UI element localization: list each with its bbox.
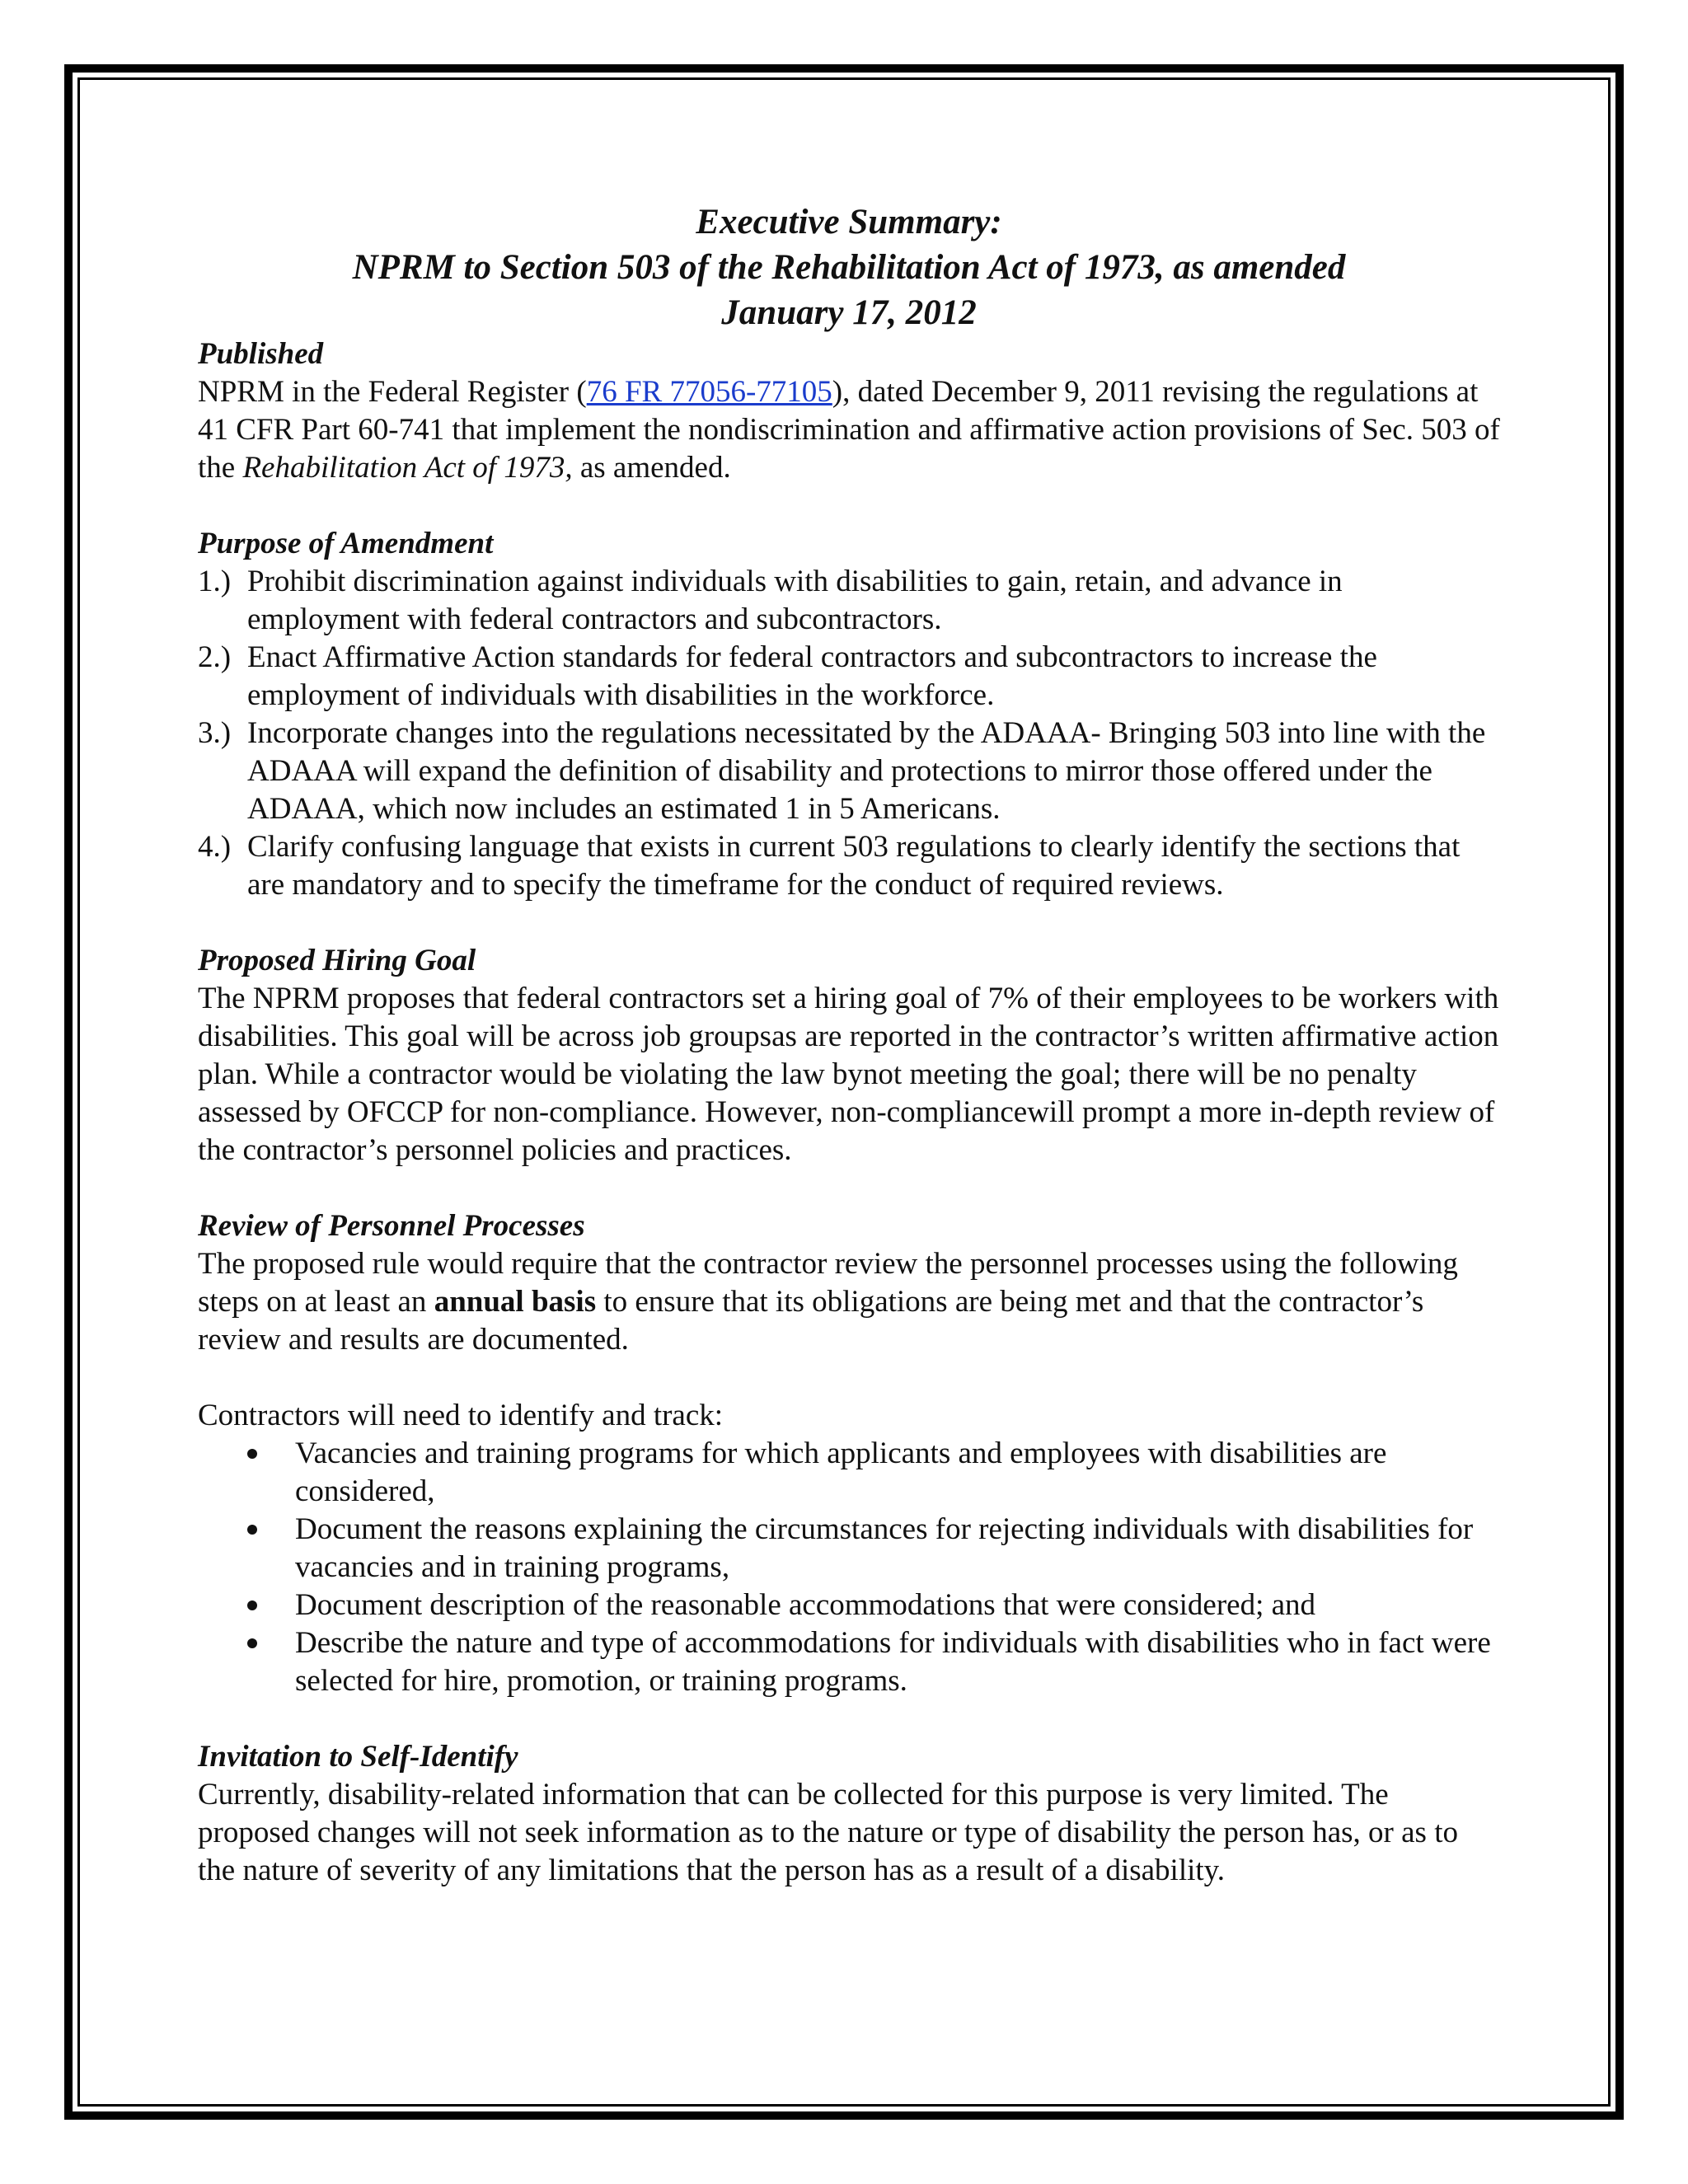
list-item — [198, 639, 1500, 715]
published-text-2: ), dated December 9, 2011 revising the regulations at 41 CFR Part 60-741 that implement the nondiscrimination and affirmative action provisions of Sec. 503 of the — [198, 375, 1500, 485]
list-item-text: Prohibit discrimination against individuals with disabilities to gain, retain, and advance in employment with federal contractors and subcontractors. — [247, 565, 1343, 636]
review-paragraph — [198, 1245, 1500, 1359]
list-item-text: Document description of the reasonable accommodations that were considered; and — [295, 1588, 1316, 1622]
title-line-2: NPRM to Section 503 of the Rehabilitation Act of 1973, as amended — [352, 248, 1346, 287]
list-item-text: Document the reasons explaining the circumstances for rejecting individuals with disabilities for vacancies and in training programs, — [295, 1512, 1474, 1584]
list-item — [198, 715, 1500, 828]
list-item-text: Incorporate changes into the regulations necessitated by the ADAAA- Bringing 503 into line with the ADAAA will expand the definition of disability and protections to mirror those offered under the ADAAA, which now includes an estimated 1 in 5 Americans. — [247, 716, 1486, 826]
list-item — [198, 1586, 1500, 1624]
title-line-1: Executive Summary: — [696, 203, 1002, 241]
purpose-list — [198, 563, 1500, 904]
act-name: Rehabilitation Act of 1973, — [242, 451, 573, 485]
title-date: January 17, 2012 — [721, 293, 977, 332]
bullet-icon — [247, 1525, 257, 1535]
bullet-icon — [247, 1449, 257, 1459]
hiring-goal-heading: Proposed Hiring Goal — [198, 944, 476, 977]
list-item-text: Clarify confusing language that exists in current 503 regulations to clearly identify the sections that are mandatory and to specify the timeframe for the conduct of required reviews. — [247, 830, 1461, 902]
review-text-2: to ensure that its obligations are being met and that the contractor’s review and results are documented. — [198, 1285, 1424, 1357]
list-item-number: 4.) — [198, 830, 232, 864]
track-bullet-list — [198, 1435, 1500, 1700]
list-item-number: 1.) — [198, 565, 232, 598]
review-heading: Review of Personnel Processes — [198, 1209, 585, 1243]
document-title — [198, 199, 1500, 335]
self-identify-heading: Invitation to Self-Identify — [198, 1740, 518, 1774]
list-item — [198, 1624, 1500, 1700]
track-intro: Contractors will need to identify and track: — [198, 1399, 724, 1432]
list-item-text: Enact Affirmative Action standards for federal contractors and subcontractors to increase the employment of individuals with disabilities in the workforce. — [247, 640, 1377, 712]
published-paragraph — [198, 373, 1500, 487]
published-text-1: NPRM in the Federal Register ( — [198, 375, 587, 409]
bullet-icon — [247, 1638, 257, 1648]
published-heading: Published — [198, 337, 324, 371]
list-item-number: 3.) — [198, 716, 232, 750]
list-item-text: Vacancies and training programs for which applicants and employees with disabilities are considered, — [295, 1436, 1387, 1508]
list-item — [198, 563, 1500, 639]
list-item-text: Describe the nature and type of accommodations for individuals with disabilities who in fact were selected for hire, promotion, or training programs. — [295, 1626, 1491, 1698]
list-item-number: 2.) — [198, 640, 232, 674]
hiring-goal-paragraph: The NPRM proposes that federal contractors set a hiring goal of 7% of their employees to be workers with disabilities. This goal will be across job groupsas are reported in the contractor’s written affirmative action plan. While a contractor would be violating the law bynot meeting the goal; there will be no penalty assessed by OFCCP for non-compliance. However, non-compliancewill prompt a more in-depth review of the contractor’s personnel policies and practices. — [198, 982, 1499, 1167]
self-identify-paragraph: Currently, disability-related information that can be collected for this purpose is very limited. The proposed changes will not seek information as to the nature or type of disability the person has, or as to the nature of severity of any limitations that the person has as a result of a disability. — [198, 1778, 1458, 1887]
published-text-3: as amended. — [572, 451, 731, 485]
annual-basis-text: annual basis — [434, 1285, 597, 1319]
review-text-1: The proposed rule would require that the contractor review the personnel processes using the following steps on at least an — [198, 1247, 1458, 1319]
federal-register-link[interactable]: 76 FR 77056-77105 — [586, 375, 832, 409]
bullet-icon — [247, 1601, 257, 1610]
list-item — [198, 1511, 1500, 1586]
list-item — [198, 828, 1500, 904]
document-body — [198, 199, 1500, 1890]
list-item — [198, 1435, 1500, 1511]
purpose-heading: Purpose of Amendment — [198, 527, 494, 560]
